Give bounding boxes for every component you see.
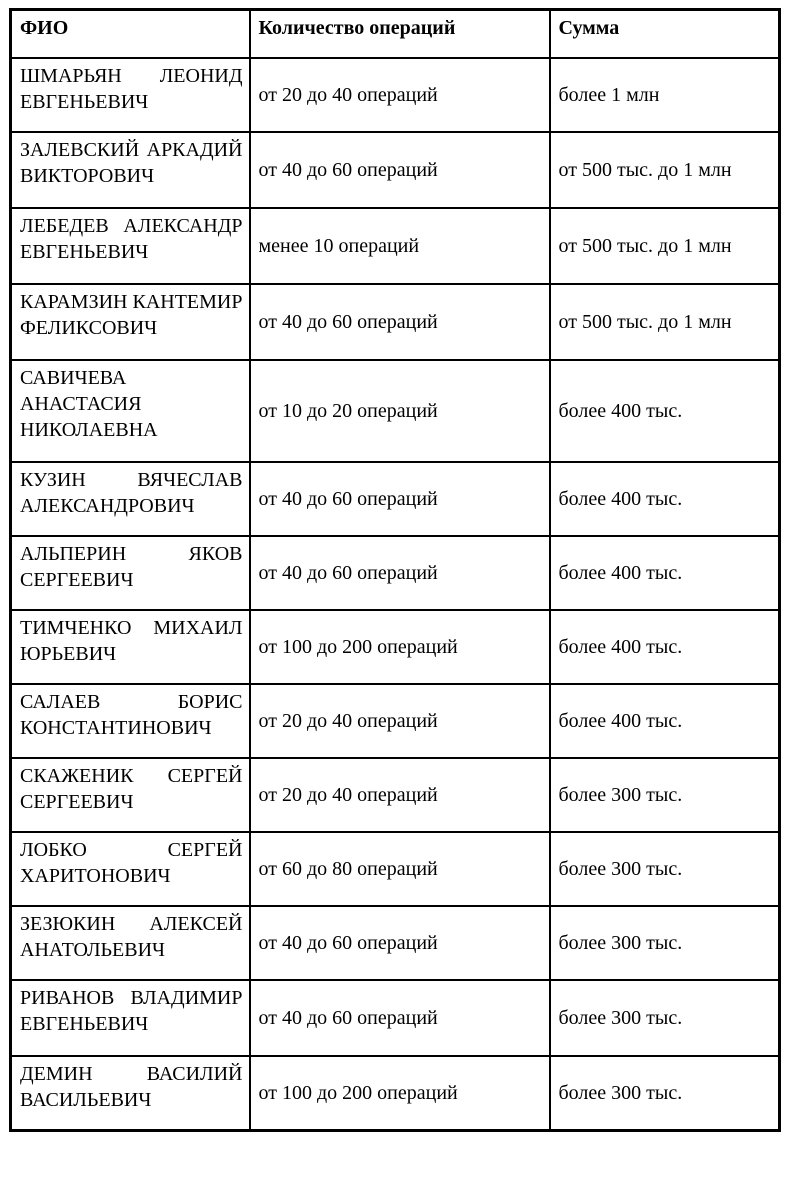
- name-cell: САЛАЕВ БОРИС КОНСТАНТИНОВИЧ: [11, 684, 250, 758]
- name-cell: РИВАНОВ ВЛАДИМИР ЕВГЕНЬЕВИЧ: [11, 980, 250, 1056]
- table-row: [11, 980, 780, 1056]
- amount-cell: более 300 тыс.: [550, 832, 780, 906]
- column-header-fio: ФИО: [11, 10, 250, 59]
- operations-cell: от 20 до 40 операций: [250, 58, 550, 132]
- table-row: [11, 758, 780, 832]
- amount-cell: более 400 тыс.: [550, 610, 780, 684]
- header-row: [11, 10, 780, 59]
- amount-cell: более 400 тыс.: [550, 462, 780, 536]
- table-row: [11, 684, 780, 758]
- table-row: [11, 360, 780, 462]
- amount-cell: от 500 тыс. до 1 млн: [550, 208, 780, 284]
- operations-cell: от 10 до 20 операций: [250, 360, 550, 462]
- operations-cell: от 40 до 60 операций: [250, 462, 550, 536]
- amount-cell: более 300 тыс.: [550, 980, 780, 1056]
- amount-cell: более 1 млн: [550, 58, 780, 132]
- name-cell: АЛЬПЕРИН ЯКОВ СЕРГЕЕВИЧ: [11, 536, 250, 610]
- amount-cell: более 400 тыс.: [550, 536, 780, 610]
- table-row: [11, 58, 780, 132]
- name-cell: ТИМЧЕНКО МИХАИЛ ЮРЬЕВИЧ: [11, 610, 250, 684]
- name-cell: ЛЕБЕДЕВ АЛЕКСАНДР ЕВГЕНЬЕВИЧ: [11, 208, 250, 284]
- operations-cell: от 20 до 40 операций: [250, 758, 550, 832]
- name-cell: САВИЧЕВА АНАСТАСИЯ НИКОЛАЕВНА: [11, 360, 250, 462]
- operations-cell: от 20 до 40 операций: [250, 684, 550, 758]
- operations-cell: от 40 до 60 операций: [250, 906, 550, 980]
- operations-table: [9, 8, 781, 1132]
- amount-cell: от 500 тыс. до 1 млн: [550, 284, 780, 360]
- operations-cell: от 40 до 60 операций: [250, 132, 550, 208]
- amount-cell: от 500 тыс. до 1 млн: [550, 132, 780, 208]
- name-cell: КУЗИН ВЯЧЕСЛАВ АЛЕКСАНДРОВИЧ: [11, 462, 250, 536]
- name-cell: ЗЕЗЮКИН АЛЕКСЕЙ АНАТОЛЬЕВИЧ: [11, 906, 250, 980]
- operations-cell: от 40 до 60 операций: [250, 980, 550, 1056]
- table-row: [11, 906, 780, 980]
- table-body: [11, 58, 780, 1131]
- table-row: [11, 132, 780, 208]
- amount-cell: более 300 тыс.: [550, 1056, 780, 1131]
- name-cell: ЗАЛЕВСКИЙ АРКАДИЙ ВИКТОРОВИЧ: [11, 132, 250, 208]
- name-cell: ДЕМИН ВАСИЛИЙ ВАСИЛЬЕВИЧ: [11, 1056, 250, 1131]
- operations-cell: от 100 до 200 операций: [250, 610, 550, 684]
- table-row: [11, 536, 780, 610]
- table-row: [11, 208, 780, 284]
- amount-cell: более 300 тыс.: [550, 758, 780, 832]
- operations-cell: от 100 до 200 операций: [250, 1056, 550, 1131]
- amount-cell: более 300 тыс.: [550, 906, 780, 980]
- table-row: [11, 284, 780, 360]
- operations-cell: от 40 до 60 операций: [250, 284, 550, 360]
- name-cell: КАРАМЗИН КАНТЕМИР ФЕЛИКСОВИЧ: [11, 284, 250, 360]
- operations-cell: от 60 до 80 операций: [250, 832, 550, 906]
- table-row: [11, 832, 780, 906]
- name-cell: ЛОБКО СЕРГЕЙ ХАРИТОНОВИЧ: [11, 832, 250, 906]
- name-cell: СКАЖЕНИК СЕРГЕЙ СЕРГЕЕВИЧ: [11, 758, 250, 832]
- column-header-operations: Количество операций: [250, 10, 550, 59]
- operations-cell: от 40 до 60 операций: [250, 536, 550, 610]
- amount-cell: более 400 тыс.: [550, 684, 780, 758]
- column-header-amount: Сумма: [550, 10, 780, 59]
- table-row: [11, 610, 780, 684]
- operations-cell: менее 10 операций: [250, 208, 550, 284]
- name-cell: ШМАРЬЯН ЛЕОНИД ЕВГЕНЬЕВИЧ: [11, 58, 250, 132]
- table-row: [11, 1056, 780, 1131]
- table-row: [11, 462, 780, 536]
- amount-cell: более 400 тыс.: [550, 360, 780, 462]
